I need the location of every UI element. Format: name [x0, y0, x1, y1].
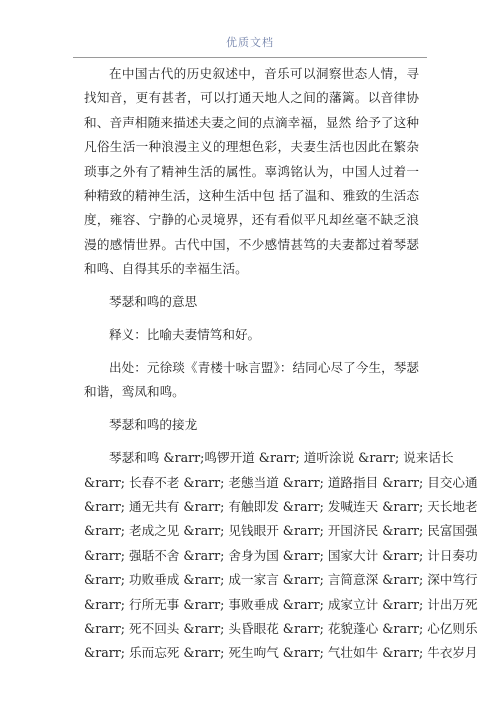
chain-line: &rarr; 功败垂成 &rarr; 成一家言 &rarr; 言简意深 &rarr; 深中笃行 — [84, 572, 478, 588]
chain-line: &rarr; 长春不老 &rarr; 老態当道 &rarr; 道路指目 &rarr; 目交心通 — [84, 474, 478, 490]
chain-line: &rarr; 老成之见 &rarr; 见钱眼开 &rarr; 开国济民 &rarr; 民富国强 — [84, 523, 478, 539]
idiom-chain — [84, 446, 478, 666]
chain-line: &rarr; 乐而忘死 &rarr; 死生呴气 &rarr; 气壮如牛 &rarr; 牛衣岁月 — [84, 645, 478, 661]
page-header: 优质文档 — [226, 36, 274, 49]
chain-line: &rarr; 强聒不舍 &rarr; 舍身为国 &rarr; 国家大计 &rarr; 计日奏功 — [84, 547, 478, 563]
chain-line: &rarr; 行所无事 &rarr; 事败垂成 &rarr; 成家立计 &rarr; 计出万死 — [84, 596, 478, 612]
definition-line: 释义：比喻夫妻情笃和好。 — [109, 327, 261, 343]
source-paragraph: 出处：元徐琰《青楼十咏言盟》：结同心尽了今生，琴瑟和谐，鸾凤和鸣。 — [84, 359, 419, 400]
chain-heading: 琴瑟和鸣的接龙 — [109, 417, 198, 433]
header-rule — [73, 57, 427, 58]
meaning-heading: 琴瑟和鸣的意思 — [109, 294, 198, 310]
document-body — [84, 62, 478, 666]
intro-paragraph: 在中国古代的历史叙述中，音乐可以洞察世态人情，寻找知音，更有甚者，可以打通天地人之间的藩篱。以音律协和、音声相随来描述夫妻之间的点滴幸福，显然 给予了这种凡俗生活一种浪漫主义的理想色彩，夫妻生活也因此在繁杂琐事之外有了精神生活的属性。辜鸿铭认为，中国人过着一种精致的精神生活，这种生活中包 括了温和、雅致的生活态度，雍容、宁静的心灵境界，还有看似平凡却丝毫不缺乏浪漫的感情世界。古代中国，不少感情甚笃的夫妻都过着琴瑟和鸣、自得其乐的幸福生活。 — [84, 66, 419, 277]
chain-line: 琴瑟和鸣 &rarr;鸣锣开道 &rarr; 道听涂说 &rarr; 说来话长 — [109, 450, 454, 466]
chain-line: &rarr; 死不回头 &rarr; 头昏眼花 &rarr; 花貌蓬心 &rarr; 心亿则乐 — [84, 621, 478, 637]
chain-line: &rarr; 通无共有 &rarr; 有触即发 &rarr; 发喊连天 &rarr; 天长地老 — [84, 499, 478, 514]
